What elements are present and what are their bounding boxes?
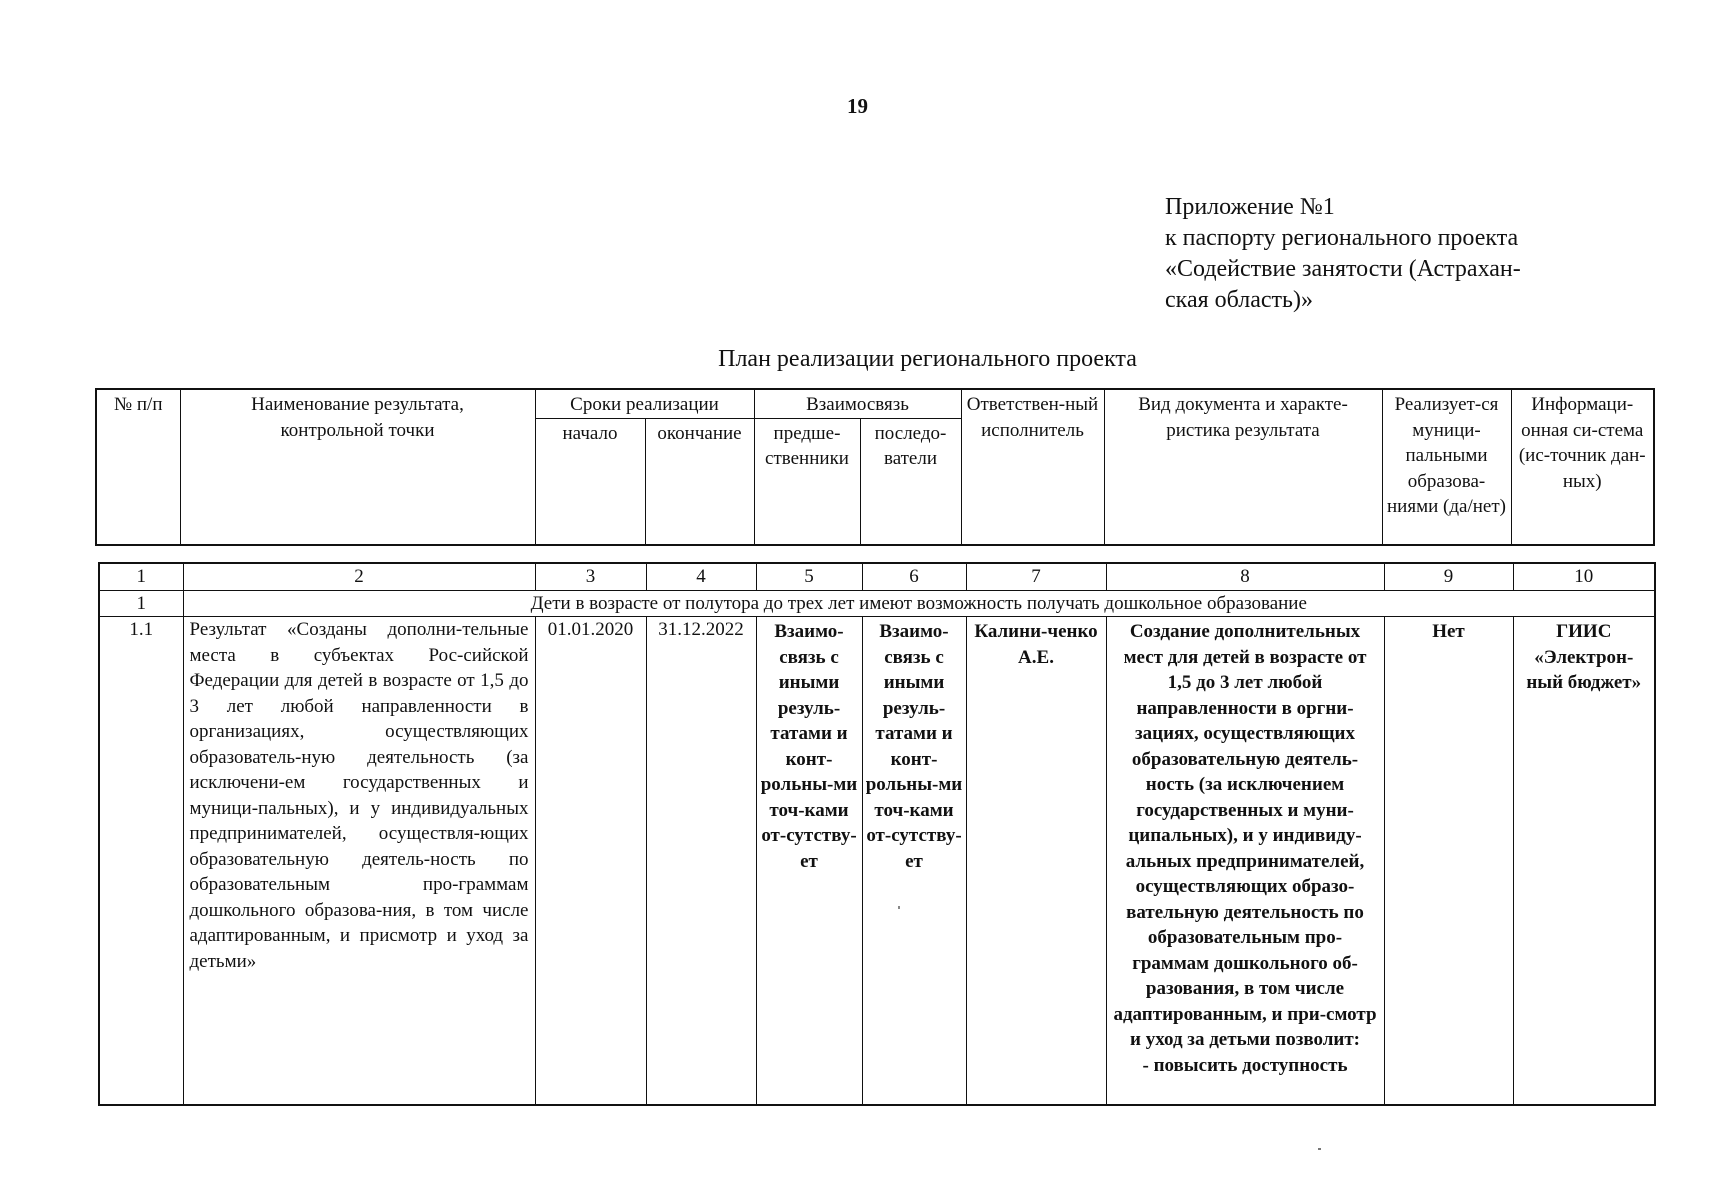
column-number: 6 (862, 563, 966, 590)
column-number: 2 (183, 563, 535, 590)
column-number: 9 (1384, 563, 1513, 590)
header-name: Наименование результата, контрольной точки (180, 389, 535, 545)
municipal-cell: Нет (1384, 617, 1513, 1106)
scan-speck (1318, 1148, 1321, 1150)
doc-description-cell (1106, 617, 1384, 1106)
column-number: 1 (99, 563, 183, 590)
column-number: 10 (1513, 563, 1655, 590)
appendix-note (1165, 192, 1595, 316)
column-number: 4 (646, 563, 756, 590)
section-title: Дети в возрасте от полутора до трех лет имеют возможность получать дошкольное образование (183, 590, 1655, 617)
column-number: 5 (756, 563, 862, 590)
responsible-cell: Калини-ченко А.Е. (966, 617, 1106, 1106)
column-number: 7 (966, 563, 1106, 590)
start-date: 01.01.2020 (535, 617, 646, 1106)
plan-title: План реализации регионального проекта (718, 346, 1137, 372)
row-num: 1.1 (99, 617, 183, 1106)
column-number-row (99, 563, 1655, 590)
appendix-line: Приложение №1 (1165, 194, 1335, 220)
header-predecessors: предше-ственники (754, 418, 860, 545)
section-num: 1 (99, 590, 183, 617)
column-number: 3 (535, 563, 646, 590)
appendix-line: к паспорту регионального проекта (1165, 225, 1519, 251)
header-start: начало (535, 418, 645, 545)
header-num: № п/п (96, 389, 180, 545)
header-responsible: Ответствен-ный исполнитель (961, 389, 1104, 545)
predecessors-cell: Взаимо-связь с иными резуль-татами и конт-рольны-ми точ-ками от-сутству-ет (756, 617, 862, 1106)
table-row (99, 617, 1655, 1106)
appendix-line: ская область)» (1165, 287, 1313, 313)
header-info-system: Информаци-онная си-стема (ис-точник дан-ных) (1511, 389, 1654, 545)
header-end: окончание (645, 418, 754, 545)
table-header (95, 388, 1655, 546)
section-row (99, 590, 1655, 617)
page-number: 19 (847, 94, 868, 118)
doc-description: Создание дополнительных мест для детей в возрасте от 1,5 до 3 лет любой направленности в оргни-зациях, осуществляющих образовательную деятель-ность (за исключением государственных и муни-ципальных), и у индивиду-альных предпринимателей, осуществляющих образо-вательную деятельность по образовательным про-граммам дошкольного об-разования, в том числе адаптированным, и при-смотр и уход за детьми позволит: (1113, 621, 1377, 1050)
header-terms: Сроки реализации (535, 389, 754, 418)
header-successors: последо-ватели (860, 418, 961, 545)
result-name: Результат «Созданы дополни-тельные места в субъектах Рос-сийской Федерации для детей в возрасте от 1,5 до 3 лет любой направленности в организациях, осуществляющих образователь-ную деятельность (за исключени-ем государственных и муници-пальных), и у индивидуальных предпринимателей, осуществля-ющих образовательную деятель-ность по образовательным про-граммам дошкольного образова-ния, в том числе адаптированным, и присмотр и уход за детьми» (183, 617, 535, 1106)
header-doc-type: Вид документа и характе-ристика результата (1104, 389, 1382, 545)
column-number: 8 (1106, 563, 1384, 590)
doc-bullet: - повысить доступность (1142, 1054, 1348, 1076)
scan-speck (898, 906, 900, 909)
successors-cell: Взаимо-связь с иными резуль-татами и конт-рольны-ми точ-ками от-сутству-ет (862, 617, 966, 1106)
header-municipal: Реализует-ся муници-пальными образова-ниями (да/нет) (1382, 389, 1511, 545)
end-date: 31.12.2022 (646, 617, 756, 1106)
appendix-line: «Содействие занятости (Астрахан- (1165, 256, 1521, 282)
table-body (98, 562, 1656, 1106)
header-relation: Взаимосвязь (754, 389, 961, 418)
info-system-cell: ГИИС «Электрон-ный бюджет» (1513, 617, 1655, 1106)
